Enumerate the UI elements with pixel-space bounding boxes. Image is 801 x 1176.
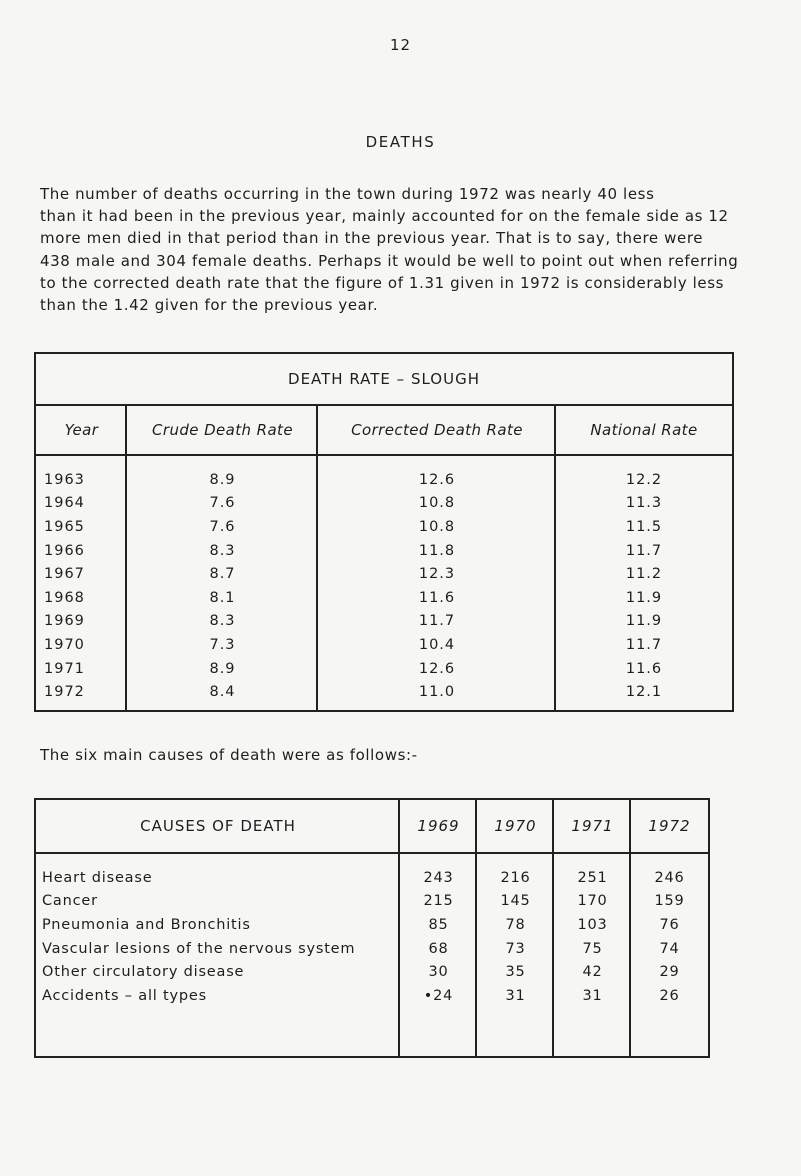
cell-year: 1969 [44, 613, 85, 630]
causes-of-death-table [34, 798, 710, 1058]
table-row [36, 890, 708, 914]
causes-lead-text: The six main causes of death were as follows:- [40, 746, 418, 764]
header-year-1969: 1969 [417, 817, 460, 835]
intro-paragraph [40, 183, 770, 316]
page-number: 12 [389, 36, 412, 54]
causes-table-body [36, 866, 708, 1008]
cell-1970: 145 [500, 893, 531, 910]
cell-crude-rate: 7.3 [209, 636, 236, 653]
cell-1969: 243 [423, 869, 454, 886]
header-causes: CAUSES OF DEATH [140, 817, 296, 835]
header-year: Year [64, 421, 99, 439]
death-rate-table-title: DEATH RATE – SLOUGH [36, 354, 732, 406]
cell-crude-rate: 8.9 [209, 660, 236, 677]
cell-1970: 216 [500, 869, 531, 886]
cell-1969: 215 [423, 893, 454, 910]
cell-1970: 35 [505, 964, 526, 981]
cell-1969: 30 [428, 964, 449, 981]
cell-1972: 76 [659, 916, 680, 933]
table-row [36, 913, 708, 937]
death-rate-table-header [36, 406, 732, 456]
cell-crude-rate: 8.3 [209, 613, 236, 630]
cell-1970: 78 [505, 916, 526, 933]
cell-1972: 74 [659, 940, 680, 957]
cell-1972: 26 [659, 987, 680, 1004]
cell-cause: Heart disease [42, 869, 153, 886]
cell-national-rate: 11.9 [625, 589, 663, 606]
header-year-1972: 1972 [648, 817, 691, 835]
cell-corrected-rate: 11.8 [418, 542, 456, 559]
table-row [36, 960, 708, 984]
cell-1972: 246 [654, 869, 685, 886]
cell-year: 1964 [44, 495, 85, 512]
header-year-1970: 1970 [494, 817, 537, 835]
cell-year: 1968 [44, 589, 85, 606]
cell-crude-rate: 8.4 [209, 684, 236, 701]
cell-crude-rate: 8.7 [209, 566, 236, 583]
cell-1972: 29 [659, 964, 680, 981]
intro-line: more men died in that period than in the previous year. That is to say, there were [40, 229, 704, 248]
cell-crude-rate: 8.1 [209, 589, 236, 606]
cell-1969: •24 [423, 987, 454, 1004]
intro-line: than it had been in the previous year, mainly accounted for on the female side as 12 [40, 207, 729, 226]
cell-year: 1970 [44, 636, 85, 653]
cell-national-rate: 12.2 [625, 471, 663, 488]
cell-national-rate: 11.5 [625, 518, 663, 535]
cell-crude-rate: 8.3 [209, 542, 236, 559]
header-national-rate: National Rate [590, 421, 698, 439]
cell-cause: Accidents – all types [42, 987, 207, 1004]
cell-national-rate: 11.7 [625, 542, 663, 559]
cell-corrected-rate: 10.8 [418, 518, 456, 535]
cell-1972: 159 [654, 893, 685, 910]
intro-line: to the corrected death rate that the figure of 1.31 given in 1972 is considerably less [40, 273, 725, 292]
death-rate-table [34, 352, 734, 712]
header-corrected-death-rate: Corrected Death Rate [351, 421, 523, 439]
section-heading: DEATHS [365, 133, 436, 151]
table-row [36, 539, 732, 563]
cell-national-rate: 11.3 [625, 495, 663, 512]
cell-1970: 31 [505, 987, 526, 1004]
table-row [36, 492, 732, 516]
cell-cause: Vascular lesions of the nervous system [42, 940, 356, 957]
cell-crude-rate: 7.6 [209, 495, 236, 512]
header-year-1971: 1971 [571, 817, 614, 835]
table-row [36, 468, 732, 492]
cell-1971: 42 [582, 964, 603, 981]
cell-crude-rate: 8.9 [209, 471, 236, 488]
table-row [36, 610, 732, 634]
cell-corrected-rate: 12.6 [418, 660, 456, 677]
cell-year: 1967 [44, 566, 85, 583]
header-crude-death-rate: Crude Death Rate [152, 421, 293, 439]
intro-line: 438 male and 304 female deaths. Perhaps it would be well to point out when referring [40, 251, 739, 270]
cell-1971: 31 [582, 987, 603, 1004]
cell-cause: Cancer [42, 893, 98, 910]
cell-1971: 103 [577, 916, 608, 933]
cell-year: 1963 [44, 471, 85, 488]
cell-cause: Pneumonia and Bronchitis [42, 916, 251, 933]
cell-year: 1972 [44, 684, 85, 701]
cell-corrected-rate: 11.6 [418, 589, 456, 606]
table-row [36, 562, 732, 586]
cell-1971: 75 [582, 940, 603, 957]
table-row [36, 586, 732, 610]
table-row [36, 680, 732, 704]
intro-line: The number of deaths occurring in the town during 1972 was nearly 40 less [40, 185, 655, 203]
cell-1969: 85 [428, 916, 449, 933]
cell-corrected-rate: 10.4 [418, 636, 456, 653]
cell-corrected-rate: 11.0 [418, 684, 456, 701]
intro-line: than the 1.42 given for the previous year. [40, 296, 379, 315]
cell-year: 1971 [44, 660, 85, 677]
cell-year: 1965 [44, 518, 85, 535]
table-row [36, 984, 708, 1008]
causes-table-header [36, 800, 708, 854]
table-row [36, 633, 732, 657]
cell-1971: 170 [577, 893, 608, 910]
table-row [36, 866, 708, 890]
cell-1971: 251 [577, 869, 608, 886]
table-row [36, 515, 732, 539]
cell-crude-rate: 7.6 [209, 518, 236, 535]
death-rate-table-body [36, 456, 732, 710]
cell-1970: 73 [505, 940, 526, 957]
cell-1969: 68 [428, 940, 449, 957]
cell-corrected-rate: 12.3 [418, 566, 456, 583]
cell-cause: Other circulatory disease [42, 964, 245, 981]
cell-national-rate: 11.9 [625, 613, 663, 630]
cell-national-rate: 12.1 [625, 684, 663, 701]
cell-national-rate: 11.2 [625, 566, 663, 583]
table-row [36, 657, 732, 681]
cell-year: 1966 [44, 542, 85, 559]
cell-national-rate: 11.7 [625, 636, 663, 653]
table-row [36, 937, 708, 961]
cell-corrected-rate: 12.6 [418, 471, 456, 488]
cell-corrected-rate: 11.7 [418, 613, 456, 630]
cell-corrected-rate: 10.8 [418, 495, 456, 512]
cell-national-rate: 11.6 [625, 660, 663, 677]
